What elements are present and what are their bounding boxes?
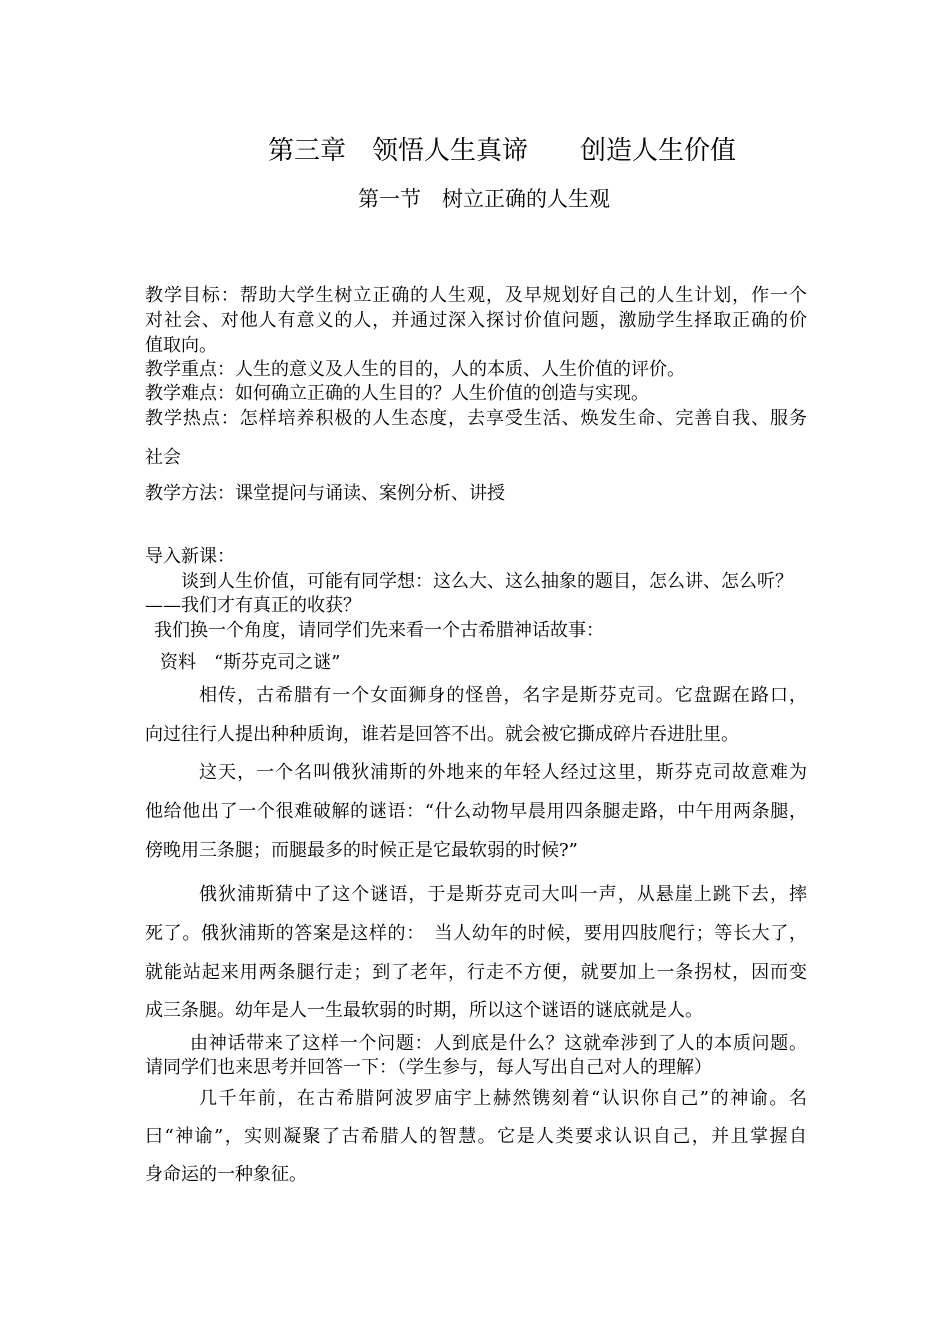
objectives-line-1: 教学目标：帮助大学生树立正确的人生观，及早规划好自己的人生计划，作一个 xyxy=(145,285,807,306)
intro-paragraph-1-line-1: 谈到人生价值，可能有同学想：这么大、这么抽象的题目，怎么讲、怎么听？ xyxy=(181,571,793,592)
story-p3-line-1: 俄狄浦斯猜中了这个谜语，于是斯芬克司大叫一声，从悬崖上跳下去，摔 xyxy=(199,884,807,905)
story-p3-line-3: 就能站起来用两条腿行走；到了老年，行走不方便，就要加上一条拐杖，因而变 xyxy=(145,962,807,983)
chapter-title: 第三章 领悟人生真谛 创造人生价值 xyxy=(268,136,737,166)
story-p1-line-1: 相传，古希腊有一个女面狮身的怪兽，名字是斯芬克司。它盘踞在路口， xyxy=(199,685,807,706)
story-p2-line-2: 他给他出了一个很难破解的谜语：“什么动物早晨用四条腿走路，中午用两条腿， xyxy=(145,801,807,822)
difficulties: 教学难点：如何确立正确的人生目的？人生价值的创造与实现。 xyxy=(145,383,649,404)
story-p2-line-3: 傍晚用三条腿；而腿最多的时候正是它最软弱的时候?” xyxy=(145,840,578,861)
objectives-line-3: 值取向。 xyxy=(145,335,217,356)
story-p3-line-4: 成三条腿。幼年是人一生最软弱的时期，所以这个谜语的谜底就是人。 xyxy=(145,1000,703,1021)
section-title: 第一节 树立正确的人生观 xyxy=(358,187,610,211)
story-p2-line-1: 这天，一个名叫俄狄浦斯的外地来的年轻人经过这里，斯芬克司故意难为 xyxy=(199,762,807,783)
oracle-line-2: 曰“神谕”，实则凝聚了古希腊人的智慧。它是人类要求认识自己，并且掌握自 xyxy=(145,1126,807,1147)
discussion-line-1: 由神话带来了这样一个问题：人到底是什么？这就牵涉到了人的本质问题。 xyxy=(190,1033,807,1054)
objectives-line-2: 对社会、对他人有意义的人，并通过深入探讨价值问题，激励学生择取正确的价 xyxy=(145,310,807,331)
discussion-line-2: 请同学们也来思考并回答一下：（学生参与，每人写出自己对人的理解） xyxy=(145,1057,712,1078)
story-p1-line-2: 向过往行人提出种种质询，谁若是回答不出。就会被它撕成碎片吞进肚里。 xyxy=(145,724,739,745)
intro-paragraph-2: 我们换一个角度，请同学们先来看一个古希腊神话故事： xyxy=(154,620,604,641)
hot-points-line-1: 教学热点：怎样培养积极的人生态度，去享受生活、焕发生命、完善自我、服务 xyxy=(145,408,807,429)
material-label: 资料 “斯芬克司之谜” xyxy=(160,652,341,673)
key-points: 教学重点：人生的意义及人生的目的，人的本质、人生价值的评价。 xyxy=(145,359,685,380)
intro-paragraph-1-line-2: ——我们才有真正的收获？ xyxy=(145,595,361,616)
story-p3-line-2: 死了。俄狄浦斯的答案是这样的： 当人幼年的时候，要用四肢爬行；等长大了， xyxy=(145,923,807,944)
oracle-line-3: 身命运的一种象征。 xyxy=(145,1164,307,1185)
intro-heading: 导入新课： xyxy=(145,546,235,567)
teaching-methods: 教学方法：课堂提问与诵读、案例分析、讲授 xyxy=(145,483,505,504)
hot-points-line-2: 社会 xyxy=(145,447,181,468)
oracle-line-1: 几千年前，在古希腊阿波罗庙宇上赫然镌刻着“认识你自己”的神谕。名 xyxy=(199,1088,807,1109)
